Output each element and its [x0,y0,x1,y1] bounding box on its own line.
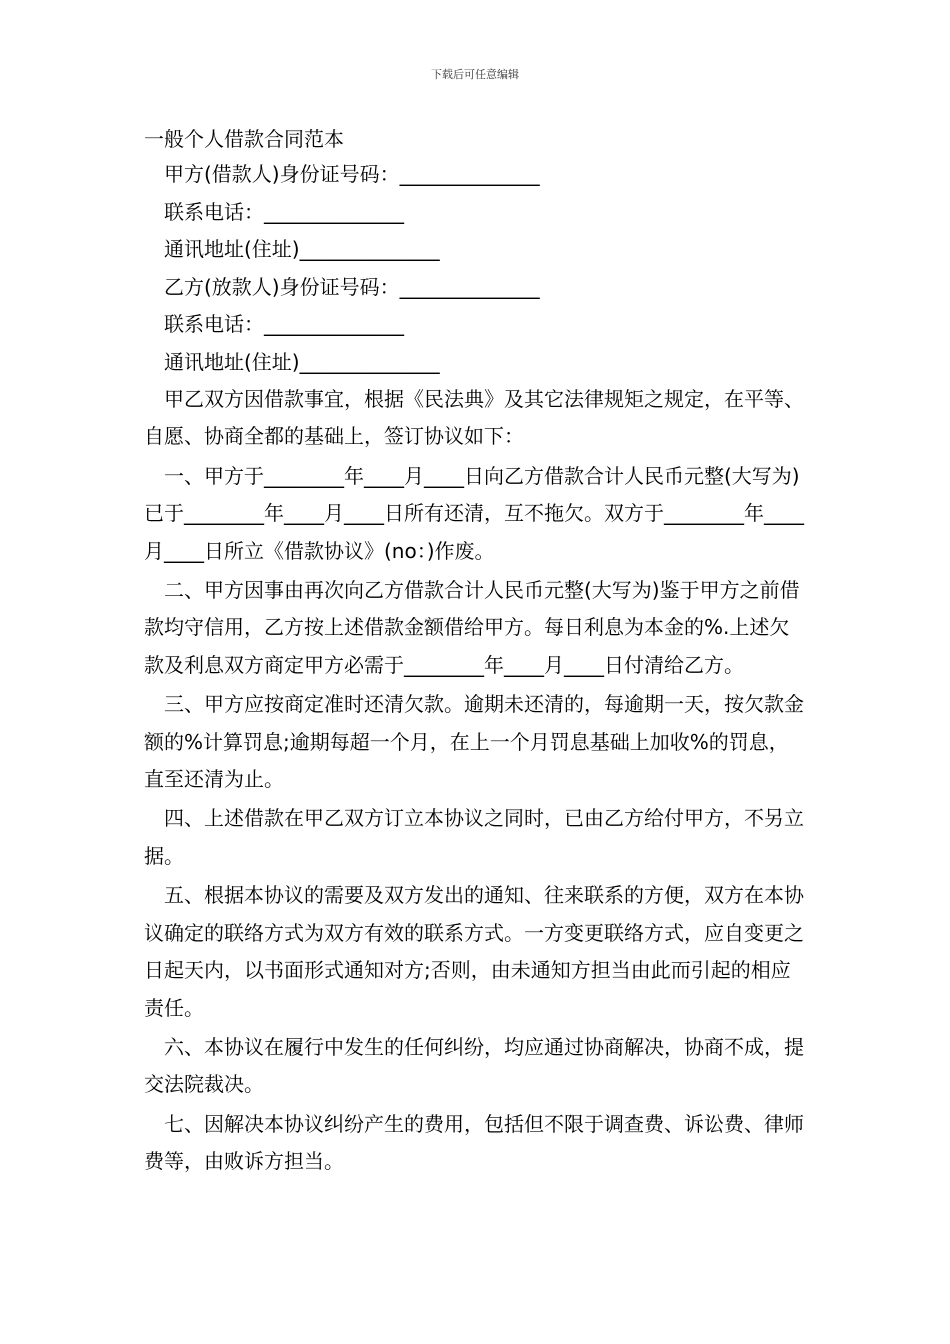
party-a-address-field: 通讯地址(住址)______________ [164,237,440,261]
party-b-phone-field: 联系电话：______________ [164,312,404,336]
clause-1: 一、甲方于________年____月____日向乙方借款合计人民币元整(大写为)已于________年____月____日所有还清，互不拖欠。双方于________年____月____日所立《借款协议》(no：)作废。 [144,463,804,563]
party-b-address-field: 通讯地址(住址)______________ [164,349,440,374]
document-title: 一般个人借款合同范本 [144,127,344,151]
party-a-phone-field: 联系电话：______________ [164,199,404,224]
clause-3: 三、甲方应按商定准时还清欠款。逾期未还清的，每逾期一天，按欠款金额的%计算罚息;逾期每超一个月，在上一个月罚息基础上加收%的罚息，直至还清为止。 [144,692,804,792]
contract-body [144,122,808,1181]
header-note: 下载后可任意编辑 [431,68,519,81]
clause-7: 七、因解决本协议纠纷产生的费用，包括但不限于调查费、诉讼费、律师费等，由败诉方担当。 [144,1111,804,1174]
clause-4: 四、上述借款在甲乙双方订立本协议之同时，已由乙方给付甲方，不另立据。 [144,806,804,868]
party-a-id-field: 甲方(借款人)身份证号码：______________ [164,162,540,186]
clause-5: 五、根据本协议的需要及双方发出的通知、往来联系的方便，双方在本协议确定的联络方式为双方有效的联系方式。一方变更联络方式，应自变更之日起天内，以书面形式通知对方;否则，由未通知方担当由此而引起的相应责任。 [144,883,804,1020]
party-b-id-field: 乙方(放款人)身份证号码：______________ [164,274,540,299]
intro-paragraph: 甲乙双方因借款事宜，根据《民法典》及其它法律规矩之规定，在平等、自愿、协商全都的基础上，签订协议如下： [144,387,804,449]
clause-2: 二、甲方因事由再次向乙方借款合计人民币元整(大写为)鉴于甲方之前借款均守信用，乙方按上述借款金额借给甲方。每日利息为本金的%.上述欠款及利息双方商定甲方必需于________年____月____日付清给乙方。 [144,578,800,677]
clause-6: 六、本协议在履行中发生的任何纠纷，均应通过协商解决，协商不成，提交法院裁决。 [144,1034,804,1097]
